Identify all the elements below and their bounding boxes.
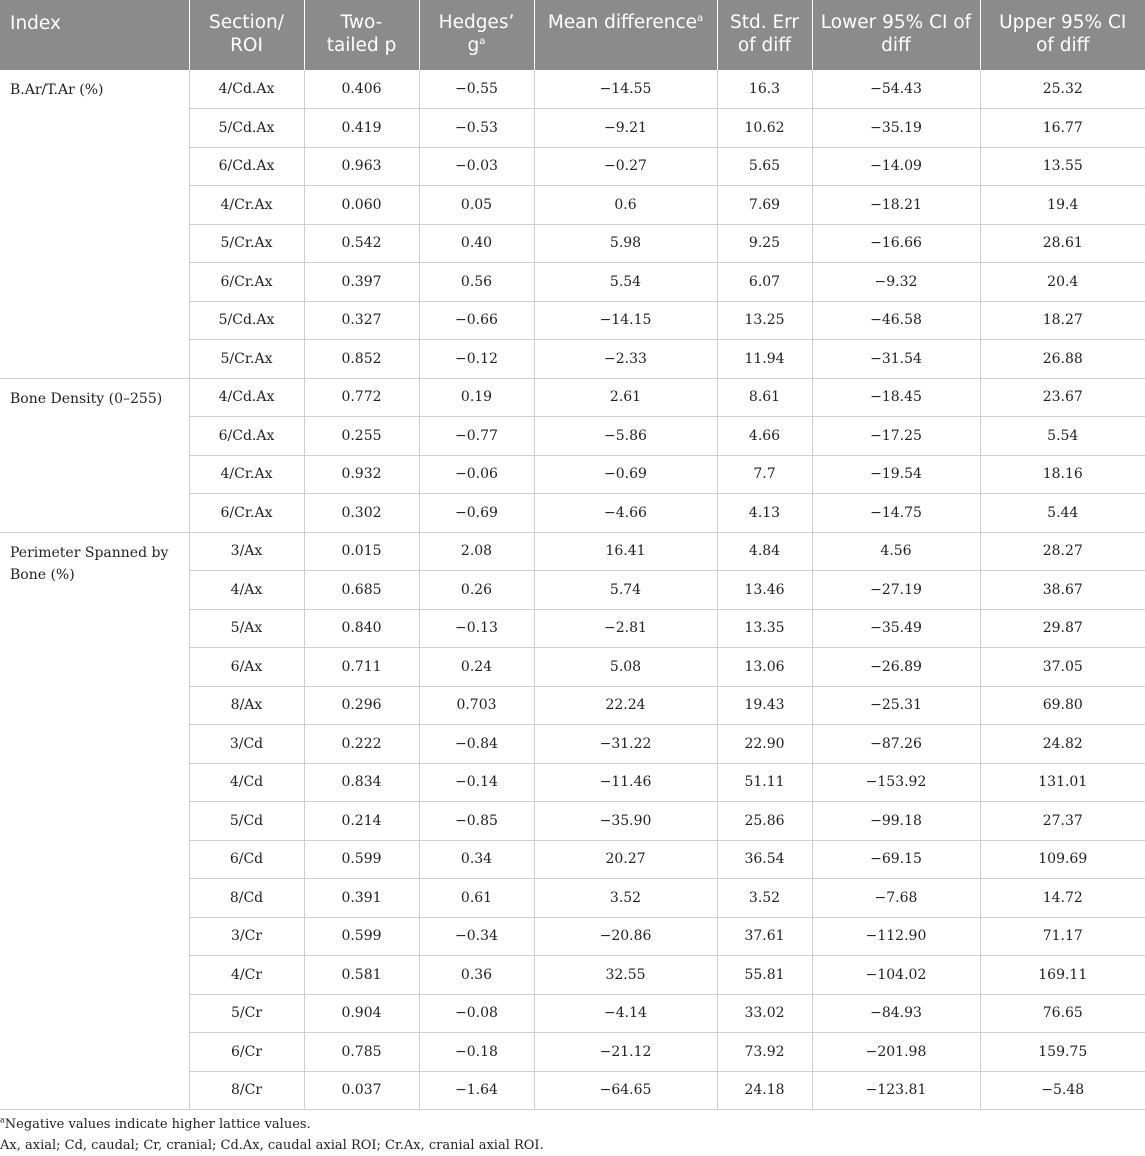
cell-hedges-g: −0.14 (419, 763, 534, 802)
cell-mean-difference: −11.46 (534, 763, 717, 802)
cell-hedges-g: 0.34 (419, 840, 534, 879)
cell-two-tailed-p: 0.406 (304, 70, 419, 109)
cell-lower-ci: −35.19 (812, 109, 980, 148)
cell-lower-ci: −153.92 (812, 763, 980, 802)
cell-two-tailed-p: 0.711 (304, 648, 419, 687)
cell-two-tailed-p: 0.255 (304, 417, 419, 456)
cell-lower-ci: −31.54 (812, 340, 980, 379)
header-row (0, 0, 1145, 70)
cell-std-err: 25.86 (717, 802, 812, 841)
cell-upper-ci: 37.05 (980, 648, 1145, 687)
cell-section-roi: 4/Cr.Ax (189, 455, 304, 494)
cell-two-tailed-p: 0.419 (304, 109, 419, 148)
cell-section-roi: 3/Cr (189, 917, 304, 956)
cell-two-tailed-p: 0.391 (304, 879, 419, 918)
cell-lower-ci: −112.90 (812, 917, 980, 956)
cell-mean-difference: −14.55 (534, 70, 717, 109)
header-hedges-g: Hedges’ $g^a$ (419, 0, 534, 70)
cell-lower-ci: −87.26 (812, 725, 980, 764)
cell-mean-difference: −2.33 (534, 340, 717, 379)
cell-lower-ci: −14.75 (812, 494, 980, 533)
cell-upper-ci: 24.82 (980, 725, 1145, 764)
cell-mean-difference: −21.12 (534, 1033, 717, 1072)
cell-two-tailed-p: 0.581 (304, 956, 419, 995)
cell-hedges-g: 0.24 (419, 648, 534, 687)
cell-mean-difference: 20.27 (534, 840, 717, 879)
cell-upper-ci: 18.27 (980, 301, 1145, 340)
cell-std-err: 7.69 (717, 186, 812, 225)
cell-lower-ci: −18.21 (812, 186, 980, 225)
cell-std-err: 19.43 (717, 686, 812, 725)
cell-section-roi: 5/Cd.Ax (189, 301, 304, 340)
cell-upper-ci: 18.16 (980, 455, 1145, 494)
cell-mean-difference: −4.14 (534, 994, 717, 1033)
cell-hedges-g: 0.19 (419, 378, 534, 417)
cell-hedges-g: −0.06 (419, 455, 534, 494)
cell-section-roi: 5/Cr.Ax (189, 340, 304, 379)
cell-upper-ci: 71.17 (980, 917, 1145, 956)
cell-lower-ci: 4.56 (812, 532, 980, 571)
cell-upper-ci: 23.67 (980, 378, 1145, 417)
table-body (0, 70, 1145, 1110)
cell-section-roi: 5/Ax (189, 609, 304, 648)
header-two-tailed-p: Two- tailed p (304, 0, 419, 70)
cell-upper-ci: 20.4 (980, 263, 1145, 302)
cell-section-roi: 5/Cd.Ax (189, 109, 304, 148)
cell-upper-ci: 5.44 (980, 494, 1145, 533)
cell-upper-ci: 38.67 (980, 571, 1145, 610)
cell-upper-ci: 26.88 (980, 340, 1145, 379)
cell-section-roi: 5/Cr.Ax (189, 224, 304, 263)
cell-section-roi: 4/Ax (189, 571, 304, 610)
header-mean-difference: Mean difference$^a$ (534, 0, 717, 70)
cell-mean-difference: −0.27 (534, 147, 717, 186)
cell-two-tailed-p: 0.060 (304, 186, 419, 225)
cell-section-roi: 6/Ax (189, 648, 304, 687)
cell-lower-ci: −99.18 (812, 802, 980, 841)
cell-mean-difference: 3.52 (534, 879, 717, 918)
cell-std-err: 13.46 (717, 571, 812, 610)
cell-lower-ci: −19.54 (812, 455, 980, 494)
cell-lower-ci: −201.98 (812, 1033, 980, 1072)
cell-std-err: 33.02 (717, 994, 812, 1033)
cell-two-tailed-p: 0.214 (304, 802, 419, 841)
cell-mean-difference: −20.86 (534, 917, 717, 956)
table-row (0, 532, 1145, 571)
cell-two-tailed-p: 0.397 (304, 263, 419, 302)
cell-section-roi: 6/Cr (189, 1033, 304, 1072)
cell-mean-difference: −9.21 (534, 109, 717, 148)
cell-lower-ci: −46.58 (812, 301, 980, 340)
cell-std-err: 22.90 (717, 725, 812, 764)
cell-section-roi: 4/Cd (189, 763, 304, 802)
header-lower-ci: Lower 95% CI of diff (812, 0, 980, 70)
cell-std-err: 4.84 (717, 532, 812, 571)
cell-hedges-g: 0.703 (419, 686, 534, 725)
cell-section-roi: 6/Cd (189, 840, 304, 879)
cell-mean-difference: 5.74 (534, 571, 717, 610)
cell-mean-difference: 16.41 (534, 532, 717, 571)
cell-two-tailed-p: 0.963 (304, 147, 419, 186)
cell-hedges-g: −0.66 (419, 301, 534, 340)
cell-mean-difference: −35.90 (534, 802, 717, 841)
cell-hedges-g: 0.40 (419, 224, 534, 263)
cell-mean-difference: 2.61 (534, 378, 717, 417)
cell-mean-difference: 32.55 (534, 956, 717, 995)
cell-std-err: 13.06 (717, 648, 812, 687)
table-header (0, 0, 1145, 70)
cell-std-err: 5.65 (717, 147, 812, 186)
cell-lower-ci: −35.49 (812, 609, 980, 648)
header-section-roi: Section/ ROI (189, 0, 304, 70)
cell-two-tailed-p: 0.834 (304, 763, 419, 802)
cell-hedges-g: −0.18 (419, 1033, 534, 1072)
table-row (0, 70, 1145, 109)
cell-two-tailed-p: 0.015 (304, 532, 419, 571)
cell-std-err: 16.3 (717, 70, 812, 109)
cell-std-err: 37.61 (717, 917, 812, 956)
cell-std-err: 13.25 (717, 301, 812, 340)
cell-std-err: 73.92 (717, 1033, 812, 1072)
cell-hedges-g: 0.05 (419, 186, 534, 225)
cell-section-roi: 5/Cr (189, 994, 304, 1033)
cell-section-roi: 8/Cd (189, 879, 304, 918)
cell-upper-ci: 76.65 (980, 994, 1145, 1033)
cell-two-tailed-p: 0.599 (304, 917, 419, 956)
cell-lower-ci: −54.43 (812, 70, 980, 109)
cell-upper-ci: 159.75 (980, 1033, 1145, 1072)
cell-two-tailed-p: 0.302 (304, 494, 419, 533)
cell-std-err: 4.13 (717, 494, 812, 533)
cell-hedges-g: 2.08 (419, 532, 534, 571)
cell-hedges-g: −0.84 (419, 725, 534, 764)
header-std-err: Std. Err of diff (717, 0, 812, 70)
cell-two-tailed-p: 0.327 (304, 301, 419, 340)
cell-lower-ci: −123.81 (812, 1071, 980, 1110)
cell-lower-ci: −7.68 (812, 879, 980, 918)
cell-hedges-g: −0.69 (419, 494, 534, 533)
cell-hedges-g: −0.85 (419, 802, 534, 841)
cell-hedges-g: 0.36 (419, 956, 534, 995)
cell-hedges-g: −0.53 (419, 109, 534, 148)
cell-hedges-g: −0.77 (419, 417, 534, 456)
cell-mean-difference: −5.86 (534, 417, 717, 456)
cell-section-roi: 3/Cd (189, 725, 304, 764)
cell-hedges-g: 0.56 (419, 263, 534, 302)
cell-two-tailed-p: 0.222 (304, 725, 419, 764)
group-index-label: Bone Density (0–255) (0, 378, 189, 532)
cell-two-tailed-p: 0.772 (304, 378, 419, 417)
cell-std-err: 8.61 (717, 378, 812, 417)
cell-upper-ci: 13.55 (980, 147, 1145, 186)
cell-section-roi: 6/Cr.Ax (189, 494, 304, 533)
cell-std-err: 13.35 (717, 609, 812, 648)
cell-hedges-g: −0.13 (419, 609, 534, 648)
cell-upper-ci: 28.61 (980, 224, 1145, 263)
cell-two-tailed-p: 0.542 (304, 224, 419, 263)
table-footnotes (0, 1114, 1145, 1156)
footnote-abbreviations: Ax, axial; Cd, caudal; Cr, cranial; Cd.Ax, caudal axial ROI; Cr.Ax, cranial axial ROI. (0, 1138, 544, 1153)
cell-upper-ci: 5.54 (980, 417, 1145, 456)
cell-std-err: 7.7 (717, 455, 812, 494)
cell-two-tailed-p: 0.840 (304, 609, 419, 648)
group-index-label: B.Ar/T.Ar (%) (0, 70, 189, 378)
cell-hedges-g: −0.34 (419, 917, 534, 956)
cell-mean-difference: −4.66 (534, 494, 717, 533)
cell-upper-ci: 169.11 (980, 956, 1145, 995)
cell-mean-difference: 5.08 (534, 648, 717, 687)
cell-two-tailed-p: 0.785 (304, 1033, 419, 1072)
cell-std-err: 51.11 (717, 763, 812, 802)
cell-two-tailed-p: 0.599 (304, 840, 419, 879)
cell-upper-ci: 25.32 (980, 70, 1145, 109)
cell-mean-difference: 5.54 (534, 263, 717, 302)
cell-section-roi: 6/Cd.Ax (189, 417, 304, 456)
cell-section-roi: 6/Cr.Ax (189, 263, 304, 302)
cell-section-roi: 4/Cd.Ax (189, 378, 304, 417)
cell-mean-difference: −31.22 (534, 725, 717, 764)
cell-two-tailed-p: 0.037 (304, 1071, 419, 1110)
table-row (0, 378, 1145, 417)
cell-std-err: 6.07 (717, 263, 812, 302)
cell-lower-ci: −104.02 (812, 956, 980, 995)
cell-section-roi: 3/Ax (189, 532, 304, 571)
cell-upper-ci: 29.87 (980, 609, 1145, 648)
cell-two-tailed-p: 0.685 (304, 571, 419, 610)
header-upper-ci: Upper 95% CI of diff (980, 0, 1145, 70)
cell-mean-difference: 5.98 (534, 224, 717, 263)
cell-std-err: 3.52 (717, 879, 812, 918)
cell-std-err: 9.25 (717, 224, 812, 263)
cell-hedges-g: −0.03 (419, 147, 534, 186)
cell-std-err: 11.94 (717, 340, 812, 379)
group-index-label: Perimeter Spanned by Bone (%) (0, 532, 189, 1110)
cell-upper-ci: 16.77 (980, 109, 1145, 148)
cell-hedges-g: 0.61 (419, 879, 534, 918)
cell-two-tailed-p: 0.852 (304, 340, 419, 379)
cell-upper-ci: 28.27 (980, 532, 1145, 571)
cell-hedges-g: −1.64 (419, 1071, 534, 1110)
cell-section-roi: 6/Cd.Ax (189, 147, 304, 186)
cell-mean-difference: 22.24 (534, 686, 717, 725)
cell-upper-ci: −5.48 (980, 1071, 1145, 1110)
cell-mean-difference: −64.65 (534, 1071, 717, 1110)
cell-section-roi: 8/Cr (189, 1071, 304, 1110)
cell-two-tailed-p: 0.904 (304, 994, 419, 1033)
cell-std-err: 10.62 (717, 109, 812, 148)
cell-lower-ci: −84.93 (812, 994, 980, 1033)
cell-upper-ci: 69.80 (980, 686, 1145, 725)
cell-mean-difference: −14.15 (534, 301, 717, 340)
cell-lower-ci: −25.31 (812, 686, 980, 725)
cell-mean-difference: −2.81 (534, 609, 717, 648)
cell-std-err: 24.18 (717, 1071, 812, 1110)
cell-mean-difference: −0.69 (534, 455, 717, 494)
cell-mean-difference: 0.6 (534, 186, 717, 225)
cell-upper-ci: 14.72 (980, 879, 1145, 918)
cell-std-err: 36.54 (717, 840, 812, 879)
cell-lower-ci: −14.09 (812, 147, 980, 186)
cell-section-roi: 4/Cr.Ax (189, 186, 304, 225)
cell-lower-ci: −18.45 (812, 378, 980, 417)
cell-hedges-g: −0.55 (419, 70, 534, 109)
cell-upper-ci: 27.37 (980, 802, 1145, 841)
cell-hedges-g: 0.26 (419, 571, 534, 610)
cell-lower-ci: −17.25 (812, 417, 980, 456)
cell-hedges-g: −0.12 (419, 340, 534, 379)
footnote-a: $^a$Negative values indicate higher lattice values. (0, 1115, 311, 1132)
cell-section-roi: 5/Cd (189, 802, 304, 841)
cell-lower-ci: −69.15 (812, 840, 980, 879)
cell-upper-ci: 19.4 (980, 186, 1145, 225)
cell-lower-ci: −16.66 (812, 224, 980, 263)
cell-upper-ci: 109.69 (980, 840, 1145, 879)
header-index: Index (0, 0, 189, 70)
cell-hedges-g: −0.08 (419, 994, 534, 1033)
cell-lower-ci: −9.32 (812, 263, 980, 302)
cell-section-roi: 8/Ax (189, 686, 304, 725)
cell-lower-ci: −26.89 (812, 648, 980, 687)
cell-upper-ci: 131.01 (980, 763, 1145, 802)
cell-lower-ci: −27.19 (812, 571, 980, 610)
cell-two-tailed-p: 0.932 (304, 455, 419, 494)
cell-std-err: 4.66 (717, 417, 812, 456)
cell-two-tailed-p: 0.296 (304, 686, 419, 725)
cell-std-err: 55.81 (717, 956, 812, 995)
cell-section-roi: 4/Cr (189, 956, 304, 995)
cell-section-roi: 4/Cd.Ax (189, 70, 304, 109)
